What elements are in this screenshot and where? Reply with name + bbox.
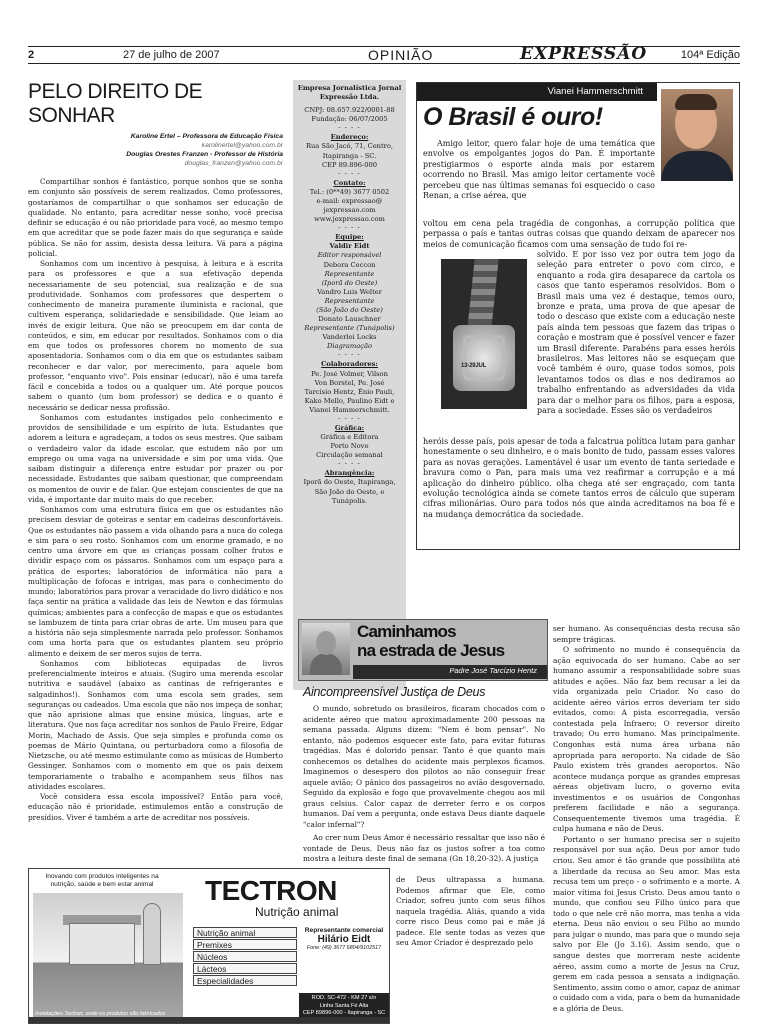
ad-tagline: Inovando com produtos inteligentes na nutrição, saúde e bem estar animal xyxy=(45,873,159,888)
paragraph: O sofrimento no mundo é consequência da ação equivocada do ser humano. Cabe ao ser humano assumir a responsabilidade sobre suas atitudes e ações. Não faz bem recusar a lei da vida organizada pelo Criador. No caso do acidente aéreo vários erros deveriam ter sido evitados, como: A pista escorregadia, versão contestada pela Infraero; O reversor direito travado; Ou erro humano. Mas principalmente. Congonhas está numa área urbana não apropriada para aeroporto. Na cidade de São Paulo existem três grandes aeroportos. Não acontece mudança porque as grandes empresas aéreas objetivam lucro, o governo evita investimentos e os usuários de Congonhas preferem facilidade e não a segurança. Consequentemente tivemos uma tragédia. É culpa humana e não de Deus. xyxy=(553,645,740,834)
team-member: Representante (Tunápolis) xyxy=(304,324,395,333)
article-byline xyxy=(28,132,283,168)
printer-line: Circulação semanal xyxy=(316,451,383,460)
address-line: Rua São Jacó, 71, Centro, xyxy=(305,142,394,151)
paragraph: Amigo leitor, quero falar hoje de uma temática que envolve os empolgantes jogos do Pan. É importante prestigiarmos o esporte ainda mais por estarem ocorrendo no Brasil. Mas amigo leitor certamente você percebeu que nas últimas semanas foi esquecido o caso Renan, a crise aérea, que xyxy=(423,139,655,201)
article-o-brasil-e-ouro xyxy=(416,82,740,550)
contact-website[interactable]: www.jexpressao.com xyxy=(314,215,385,224)
paragraph: Portanto o ser humano precisa ser o sujeito responsável por sua ação. Deus por amor tudo criou. Seu amor é tão grande que possibilita até a liberdade da recusa ao Seu amor. Mas esta recusa tem um preço - o sofrimento e a morte. A maior vítima foi Jesus Cristo. Deus amou tanto o mundo, que confiou seu Filho único para que todo o que nele crê não morra, mas tenha a vida eterna. Deus não enviou o seu Filho ao mundo para julgar o mundo, mas para que o mundo seja salvo por Ele (Jo 3.16). Assim sendo, que o sangue destes que morreram neste acidente aéreo, assim como a morte de Jesus na Cruz, gerem em cada pessoa a sensata a indignação. Sentimento, assim como o amor, capaz de animar o cuidado com a vida, para o bem da humanidade e a glória de Deus. xyxy=(553,834,740,1013)
article-headline: O Brasil é ouro! xyxy=(423,103,603,131)
coverage-line: São João do Oeste, e xyxy=(314,487,385,496)
separator: - - - - xyxy=(338,414,361,422)
photo-caption: Instalações Tectron, onde os produtos são fabricados xyxy=(35,1011,166,1017)
paragraph: Sonhamos com uma estrutura física em que os estudantes não precisem desviar de goteiras e sentar em cadeiras desconfortáveis. Que os estudantes não passem a vida olhando para a nuca do colega e sim para o seu rosto. Sonhamos com um enorme gramado, e no centro uma árvore em que as crianças possam colher frutos e dividir espaço com os pássaros. Sonhamos com um espaço para a prática de esportes; laboratórios de informática não para a multiplicação de fofocas e intrigas, mas para o conhecimento do mundo; laboratórios para provar a veracidade do livro didático e nos faça sentir na prática a validade das leis de Newton e das fórmulas químicas; ambientes para a confecção de mapas e que os estudantes se lambuzem de tinta para criar obras de arte. Um museu para que a história não seja simplesmente narrada pelo professor. Sonhamos com uma horta para que os estudantes plantem seu próprio alimento e deixem de ser meros sujos de terra. xyxy=(28,505,284,658)
printer-line: Gráfica e Editora xyxy=(320,433,379,442)
paragraph: Sonhamos com bibliotecas equipadas de livros preferencialmente inteiros e atuais. (Sugiro uma merenda escolar nutritiva e saudável (abaixo as cantinas de refrigerantes e salgadinhos!). Sonhamos com uma escola sem grades, sem seguranças ou cadeados. Uma escola que não nos impeça de sonhar, que não aprisione almas que ensine música, línguas, arte e literatura. Que nos faça acreditar nos sonhos de Paulo Freire, Edgar Morin, Machado de Assis. Que seja simples e profunda como os poemas de Mário Quintana, ou perturbadora como a filosofia de Nietzsche, ou até mesmo estimulante como as músicas de Humberto Gessinger. Sonhamos com o momento em que os pais deixem temporariamente o trabalho e acompanhem seus filhos nas atividades escolares. xyxy=(28,658,283,791)
article-pelo-direito-de-sonhar xyxy=(28,80,283,860)
separator: - - - - xyxy=(338,223,361,232)
team-member: Diagramação xyxy=(326,342,373,351)
brand-logo: TECTRON xyxy=(205,875,337,906)
medal-date: 13-29JUL xyxy=(461,363,487,369)
article-title: PELO DIREITO DE SONHAR xyxy=(28,80,203,127)
paragraph: Compartilhar sonhos é fantástico, porque sonhos que se sonha em conjunto são possíveis de serem realizados. Como professores, gostaríamos de compartilhar o que sonhamos ser educação de qualidade. No entanto, para acreditar nesse sonho, você precisa definir se educação é ou não prioridade para você, ao mesmo tempo em que acreditar que se pode fazer mais do que segurança e saúde pública. Se não for assim, desista dessa leitura. Vá para a página policial. xyxy=(28,177,283,258)
column-author: Padre José Tarcízio Hentz xyxy=(353,665,547,679)
address-line: Linha Santa Fé Alta xyxy=(319,1002,369,1009)
address-label: Endereço: xyxy=(330,133,369,142)
separator: - - - - xyxy=(338,350,361,359)
rep-label: Representante comercial xyxy=(304,927,384,934)
team-member: Editor responsável xyxy=(317,251,382,260)
collaborators-label: Colaboradores: xyxy=(321,360,378,369)
author-name: Karoline Ertel – Professora de Educação Física xyxy=(130,133,283,140)
contact-email[interactable]: e-mail: expressao@ xyxy=(316,196,383,205)
cnpj: CNPJ: 08.657.922/0001-88 xyxy=(304,106,395,115)
rep-phone: Fone: (49) 3677 6804/9102517 xyxy=(306,945,382,951)
collaborators-line: Von Borstel, Pe. José xyxy=(314,378,385,387)
column-title: na estrada de Jesus xyxy=(357,641,505,660)
author-name: Douglas Orestes Franzen - Professor de História xyxy=(126,151,283,158)
author-email[interactable]: douglas_franzen@yahoo.com.br xyxy=(184,160,283,167)
contact-label: Contato: xyxy=(333,178,366,187)
masthead-box xyxy=(293,80,406,690)
team-member: (Iporã do Oeste) xyxy=(321,278,378,287)
author-email[interactable]: karolinertel@yahoo.com.br xyxy=(201,142,283,149)
sales-rep xyxy=(299,927,389,951)
paragraph: O mundo, sobretudo os brasileiros, ficaram chocados com o acidente aéreo que matou aproximadamente 200 pessoas na semana passada. Alguns dizem: "Nem é bom pensar". No entanto, não podemos esquecer este fato, para evitar futuras tragédias. Mas é dolorido pensar. Tanto é que quanto mais conhecemos os detalhes do acidente mais perplexos ficamos. Imaginemos o desespero dos pilotos ao não conseguir frear aquele avião; O pânico dos passageiros no avião desgovernado. Seguido da explosão e fogo que provavelmente chegou aos mil graus celsius. Calor capaz de derreter ferro e os corpos humanos. Daí vem a pergunta, onde estava Deus diante daquele "calor infernal"? xyxy=(303,704,545,830)
column-banner xyxy=(298,619,548,681)
collaborators-line: Pe. José Volmer, Vilson xyxy=(311,369,388,378)
product-item: Nutrição animal xyxy=(193,927,297,938)
paragraph: Sonhamos com estudantes instigados pelo conhecimento e providos de sensibilidade e um espírito de luta. Estudantes que adorem a leitura e agradeçam, a todos os seus mestres. Que saibam o verdadeiro valor da idade escolar, que estudem não por um emprego ou uma vaga na universidade e sim por uma vida. Que saibam distinguir a diferença entre estudar por prazer ou por necessidade. Estudantes que saibam questionar, que compreendam os momentos de ouvir e de falar. Que estejam conscientes de que na vida, é importante dar muito mais do que receber. xyxy=(28,412,283,504)
editor-name: Valdir Eidt xyxy=(329,242,370,251)
separator: - - - - xyxy=(338,168,361,177)
coverage-line: Iporã do Oeste, Itapiranga, xyxy=(303,478,396,487)
founded: Fundação: 06/07/2005 xyxy=(311,115,388,124)
team-label: Equipe: xyxy=(335,233,364,242)
paragraph: de Deus ultrapassa a humana. Podemos afirmar que Ele, como Criador, sofreu junto com seus filhos naquela tragédia. Aliás, quando a vida corre risco Deus como pai e mãe já padece. Ele sente todas as vezes que seu Amor Criador é desprezado pelo xyxy=(396,875,545,948)
ad-address xyxy=(299,993,389,1020)
address-line: Itapiranga - SC. xyxy=(322,151,377,160)
section-title: OPINIÃO xyxy=(368,47,434,63)
printer-line: Porto Novo xyxy=(330,442,369,451)
article-body xyxy=(28,177,283,823)
jesus-image xyxy=(302,623,350,675)
tectron-advertisement[interactable] xyxy=(28,868,390,1024)
separator: - - - - xyxy=(338,123,361,132)
author-bar: Vianei Hammerschmitt xyxy=(417,83,657,101)
team-member: Representante xyxy=(324,296,375,305)
coverage-label: Abrangência: xyxy=(324,469,375,478)
team-member: Donato Lauschner xyxy=(318,315,381,324)
team-member: Vandro Luis Welter xyxy=(317,287,382,296)
rep-name: Hilário Eidt xyxy=(317,934,371,945)
ad-footer-bar xyxy=(29,1017,390,1023)
paragraph: Ao crer num Deus Amor é necessário ressaltar que isso não é vontade de Deus. Deus não faz os justos sofrer a toa como mostra a leitura deste final de semana (Gn 18,20-32). A justiça xyxy=(303,833,545,864)
separator: - - - - xyxy=(338,459,361,468)
team-member: (São João do Oeste) xyxy=(316,305,383,314)
team-member: Vanderlei Locks xyxy=(322,333,377,342)
company-name: Empresa Jornalística Jornal Expressão Ltda. xyxy=(297,84,402,102)
medal-photo xyxy=(441,259,527,409)
page-number: 2 xyxy=(28,49,35,61)
column-title: Caminhamos xyxy=(357,622,456,641)
article-headline: Aincompreensível Justiça de Deus xyxy=(303,685,486,699)
edition-number: 104ª Edição xyxy=(680,49,740,61)
product-item: Lácteos xyxy=(193,963,297,974)
paragraph: solvido. E por isso vez por outra tem jogo da seleção para entreter o povo com circo, e enquanto a roda gira desaparece da cartola os casos que tanto esperamos resolvidos. Bom o Brasil mais uma vez é destaque, temos ouro, bronze e prata, uma prova de que apesar de todo o descaso que existe com a educação neste país ainda tem pessoas que fazem das tripas o coração e mostram que é possível vencer e fazer um Brasil diferente. Parabéns para esses heróis brasileiros. Mas leitores não se esqueçam que você também é ouro, quase todos somos, pois levantamos todos os dias e nos dediramos ao trabalho enfrentando as adversidades da vida para dar o melhor para os filhos, para a esposa, para a sociedade. Esses são os verdadeiros xyxy=(537,250,735,416)
contact-phone: Tel.: (0**49) 3677 0502 xyxy=(309,187,390,196)
collaborators-line: Vianei Hammerschmitt. xyxy=(309,405,390,414)
product-item: Núcleos xyxy=(193,951,297,962)
page-header xyxy=(28,46,740,64)
collaborators-line: Tarcísio Hentz, Ênio Pauli, xyxy=(304,387,395,396)
product-list xyxy=(193,927,297,987)
collaborators-line: Kako Mello, Paulino Eidt e xyxy=(304,396,395,405)
paragraph: Você considera essa escola impossível? Então para você, educação não é prioridade, estimulemos então a construção de presídios. Viver é também a arte de acreditar nos possíveis. xyxy=(28,792,283,822)
brand-subtitle: Nutrição animal xyxy=(255,905,339,919)
address-line: ROD. SC-472 - KM 27 s/n xyxy=(311,995,377,1001)
address-line: CEP 89.896-000 xyxy=(321,160,378,169)
masthead-logo: EXPRESSÃO xyxy=(520,44,648,64)
coverage-line: Tunápolis. xyxy=(331,496,368,505)
issue-date: 27 de julho de 2007 xyxy=(123,49,220,61)
author-photo xyxy=(661,89,733,181)
team-member: Debora Ceccon xyxy=(323,260,376,269)
printer-label: Gráfica: xyxy=(334,424,365,432)
factory-photo xyxy=(33,893,183,1019)
contact-email[interactable]: jexpressao.com xyxy=(323,206,376,215)
product-item: Especialidades xyxy=(193,975,297,986)
paragraph: voltou em cena pela tragédia de congonhas, a corrupção política que perpassa o país e tantas outras coisas que quando deixam de aparecer nos meios de comunicação ficamos com uma sensação de tudo foi re- xyxy=(423,219,735,249)
team-member: Representante xyxy=(324,269,375,278)
team-list xyxy=(297,251,402,351)
product-item: Premixes xyxy=(193,939,297,950)
paragraph: Sonhamos com um incentivo à pesquisa, à leitura e à escrita para os professores e que a sua efetivação dependa necessariamente de seu potencial, sua realização e de sua produtividade. Sonhamos com professores que despertem o conhecimento de maneira puramente iluminista e racional, que cultivem esperança, solidariedade e sensibilidade. Que leiam ao invés de exigir leitura. Que não se preocupem em dar conta de conteúdos, e sim, em educar por resultados. Sonhamos com o dia em que todos os professores chorem no momento de sua aposentadoria. Sonhamos com o dia em que os estudantes saibam reconhecer e dar valor, por merecimento, para aquele bom professor, "enquanto vivo". Pois ensinar (educar), não é uma tarefa fácil e concebida a todos ou a qualquer um. Até porque poucos sabem o quanto (um bom professor) se dedica e o quanto é necessário se dedicar nessa profissão. xyxy=(28,259,283,412)
address-line: CEP 89896-000 - Itapiranga - SC xyxy=(302,1010,386,1016)
paragraph: heróis desse país, pois apesar de toda a falcatrua política lutam para ganhar honestamente o seu dinheiro, e o mais bonito de tudo, passam esses valores para as novas gerações. Lamentável é usar um evento de tanta seriedade e bravura como o Pan, para mais uma vez reafirmar a corrupção e a má aplicação do dinheiro público. olha chega até ser engraçado, com tanta evolução tecnológica ainda se comete tantos erros de cálculo que superam cifras milionárias. Ouro para todos nós que ainda acreditamos na boa fé e na mudança democrática da sociedade. xyxy=(423,437,735,519)
article-continuation xyxy=(553,624,740,1024)
paragraph: ser humano. As consequências desta recusa são sempre trágicas. xyxy=(553,624,740,644)
